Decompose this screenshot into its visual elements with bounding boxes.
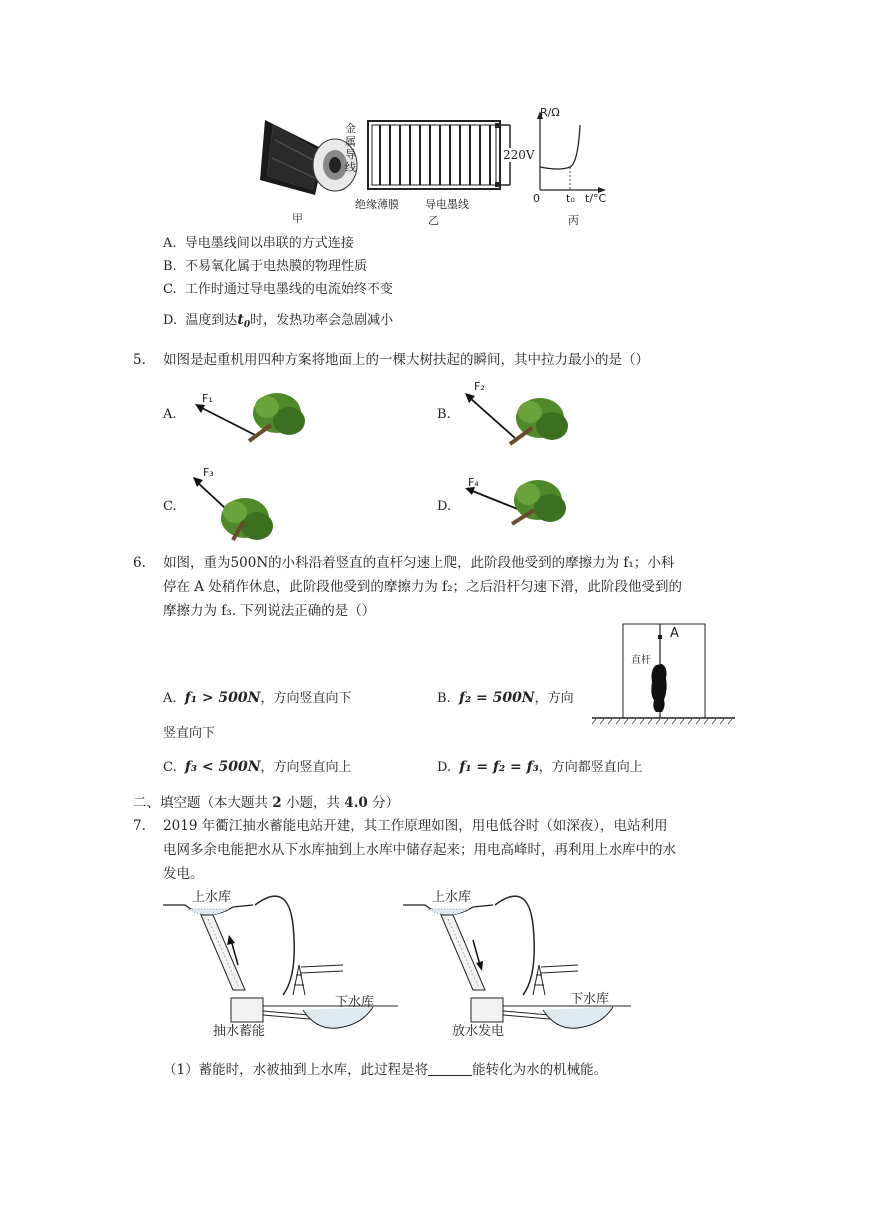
q6-option-c[interactable]: C. f₃ < 500N，方向竖直向上 [163, 759, 352, 775]
q6-option-a[interactable]: A. f₁ > 500N，方向竖直向下 [163, 690, 352, 706]
force-f2-label: F₂ [474, 380, 485, 393]
section-2-heading: 二、填空题（本大题共 2 小题，共 4.0 分） [133, 795, 400, 811]
left-caption: 抽水蓄能 [213, 1024, 266, 1039]
q5-option-b[interactable]: B. [437, 407, 451, 422]
q6-option-d[interactable]: D. f₁ = f₂ = f₃，方向都竖直向上 [437, 759, 643, 775]
force-f1-label: F₁ [202, 392, 213, 405]
q5-option-c[interactable]: C. [163, 499, 177, 514]
right-upper-reservoir-label: 上水库 [432, 890, 472, 905]
q7-stem-line3: 发电。 [163, 866, 204, 882]
q6-option-b[interactable]: B. f₂ = 500N，方向 [437, 690, 574, 706]
fig-bing-label: 丙 [568, 214, 579, 227]
q5-option-d[interactable]: D. [437, 499, 452, 514]
rod-climber-figure [590, 620, 740, 730]
rod-label: 直杆 [631, 655, 651, 666]
q6-stem-line3: 摩擦力为 f₃. 下列说法正确的是（） [163, 603, 376, 619]
graph-t0: t₀ [566, 192, 575, 205]
point-a-label: A [670, 626, 679, 641]
q4-option-a[interactable]: A. 导电墨线间以串联的方式连接 [163, 236, 354, 251]
graph-origin: 0 [533, 192, 540, 205]
fig-jia-label: 甲 [292, 212, 303, 225]
q5-stem: 5. 如图是起重机用四种方案将地面上的一棵大树扶起的瞬间，其中拉力最小的是（） [133, 352, 650, 368]
q6-option-b-continued: 竖直向下 [163, 726, 216, 741]
q4-option-c[interactable]: C. 工作时通过导电墨线的电流始终不变 [163, 282, 393, 297]
force-f4-label: F₄ [468, 476, 479, 489]
q4-option-d[interactable]: D. 温度到达$t_0$时，发热功率会急剧减小 [163, 312, 394, 330]
force-f3-label: F₃ [203, 466, 214, 479]
pumped-storage-diagram [163, 885, 403, 1045]
ink-line-label: 导电墨线 [425, 198, 469, 211]
tree-force-diagram-c [185, 460, 285, 550]
graph-xlabel: t/°C [585, 192, 607, 205]
ink-line-circuit [360, 115, 520, 195]
insulating-film-label: 绝缘薄膜 [355, 198, 399, 211]
q7-sub1-blank[interactable] [428, 1061, 472, 1076]
left-upper-reservoir-label: 上水库 [192, 890, 232, 905]
fig-yi-label: 乙 [428, 214, 439, 227]
q7-stem-line2: 电网多余电能把水从下水库抽到上水库中储存起来；用电高峰时，再利用上水库中的水 [163, 842, 676, 858]
q7-sub1: （1）蓄能时，水被抽到上水库，此过程是将 能转化为水的机械能。 [163, 1062, 608, 1078]
q7-stem-line1: 7. 2019 年衢江抽水蓄能电站开建，其工作原理如图，用电低谷时（如深夜），电站利用 [133, 818, 668, 834]
q4-option-b[interactable]: B. 不易氧化属于电热膜的物理性质 [163, 259, 367, 274]
q6-stem-line1: 6. 如图，重为500N的小科沿着竖直的直杆匀速上爬，此阶段他受到的摩擦力为 f₁；小科 [133, 555, 675, 571]
discharge-generation-diagram [403, 885, 643, 1045]
graph-ylabel: R/Ω [540, 106, 560, 119]
right-lower-reservoir-label: 下水库 [570, 992, 610, 1007]
left-lower-reservoir-label: 下水库 [335, 995, 375, 1010]
right-caption: 放水发电 [452, 1024, 505, 1039]
q5-option-a[interactable]: A. [163, 407, 177, 422]
q6-stem-line2: 停在 A 处稍作休息，此阶段他受到的摩擦力为 f₂；之后沿杆匀速下滑，此阶段他受到的 [163, 579, 683, 595]
metal-wire-label: 金 属 导 线 [345, 122, 356, 174]
voltage-label: 220V [503, 148, 535, 162]
